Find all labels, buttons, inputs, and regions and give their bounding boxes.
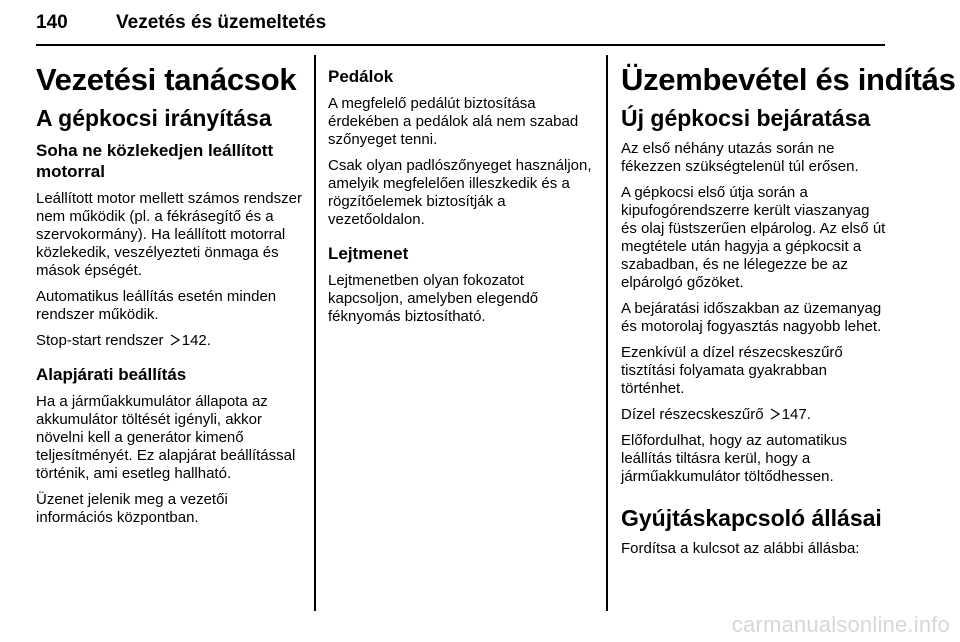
column-right: [621, 52, 956, 566]
page-reference-link[interactable]: 142.: [181, 332, 211, 349]
paragraph: Lejtmenetben olyan fokozatot kapcsoljon, amelyben elegendő féknyomás biztosítható.: [328, 272, 539, 325]
paragraph: Csak olyan padlószőnyeget használjon, amelyik megfelelően illeszkedik és a rögzítőelemek biztosítják a vezetőoldalon.: [328, 157, 592, 228]
chapter-title: Vezetés és üzemeltetés: [116, 12, 327, 33]
topic-heading: Pedálok: [328, 67, 394, 86]
reference-text: Dízel részecskeszűrő: [621, 406, 764, 423]
paragraph: Üzenet jelenik meg a vezetői információs központban.: [36, 491, 228, 526]
paragraph: A megfelelő pedálút biztosítása érdekében a pedálok alá nem szabad szőnyeget tenni.: [328, 95, 579, 148]
column-middle: [328, 52, 594, 334]
paragraph: Fordítsa a kulcsot az alábbi állásba:: [621, 540, 860, 557]
section-heading: Üzembevétel és indítás: [621, 62, 956, 97]
cross-reference-paragraph: [36, 332, 304, 350]
paragraph: Leállított motor mellett számos rendszer nem működik (pl. a fékrásegítő és a szervokormány). Ha leállított motorral közlekedik, veszélyezteti önmaga és mások épségét.: [36, 190, 302, 279]
page-reference-arrow-icon: [770, 408, 780, 420]
page-number: 140: [36, 12, 68, 33]
paragraph: Előfordulhat, hogy az automatikus leállítás tiltásra kerül, hogy a járműakkumulátor töltődhessen.: [621, 432, 847, 485]
topic-heading: Alapjárati beállítás: [36, 365, 187, 384]
paragraph: Ha a járműakkumulátor állapota az akkumulátor töltését igényli, akkor növelni kell a generátor kimenő teljesítményét. Ez alapjárat beállítással történik, ami esetleg hallható.: [36, 393, 296, 482]
column-divider-left: [314, 55, 316, 611]
paragraph: Az első néhány utazás során ne fékezzen szükségtelenül túl erősen.: [621, 140, 859, 175]
topic-heading: Lejtmenet: [328, 244, 409, 263]
section-heading: Vezetési tanácsok: [36, 62, 297, 97]
page-reference-link[interactable]: 147.: [781, 406, 811, 423]
column-left: [36, 52, 304, 535]
page-header: [36, 8, 886, 40]
reference-text: Stop-start rendszer: [36, 332, 164, 349]
header-rule: [36, 44, 885, 46]
column-divider-right: [606, 55, 608, 611]
subsection-heading: Gyújtáskapcsoló állásai: [621, 505, 882, 531]
paragraph: A gépkocsi első útja során a kipufogórendszerre került viaszanyag és olaj füstszerűen elpárolog. Az első út megtétele után hagyja a gépkocsit a szabadban, és ne lélegezze be az elpárolgó gőzöket.: [621, 184, 886, 291]
watermark: carmanualsonline.info: [731, 612, 950, 637]
paragraph: Ezenkívül a dízel részecskeszűrő tisztítási folyamata gyakrabban történhet.: [621, 344, 843, 397]
subsection-heading: Új gépkocsi bejáratása: [621, 105, 871, 131]
paragraph: A bejáratási időszakban az üzemanyag és motorolaj fogyasztás nagyobb lehet.: [621, 300, 882, 335]
paragraph: Automatikus leállítás esetén minden rendszer működik.: [36, 288, 277, 323]
cross-reference-paragraph: [621, 406, 889, 424]
topic-heading: Soha ne közlekedjen leállított motorral: [36, 141, 274, 181]
subsection-heading: A gépkocsi irányítása: [36, 105, 272, 131]
page-reference-arrow-icon: [170, 334, 180, 346]
